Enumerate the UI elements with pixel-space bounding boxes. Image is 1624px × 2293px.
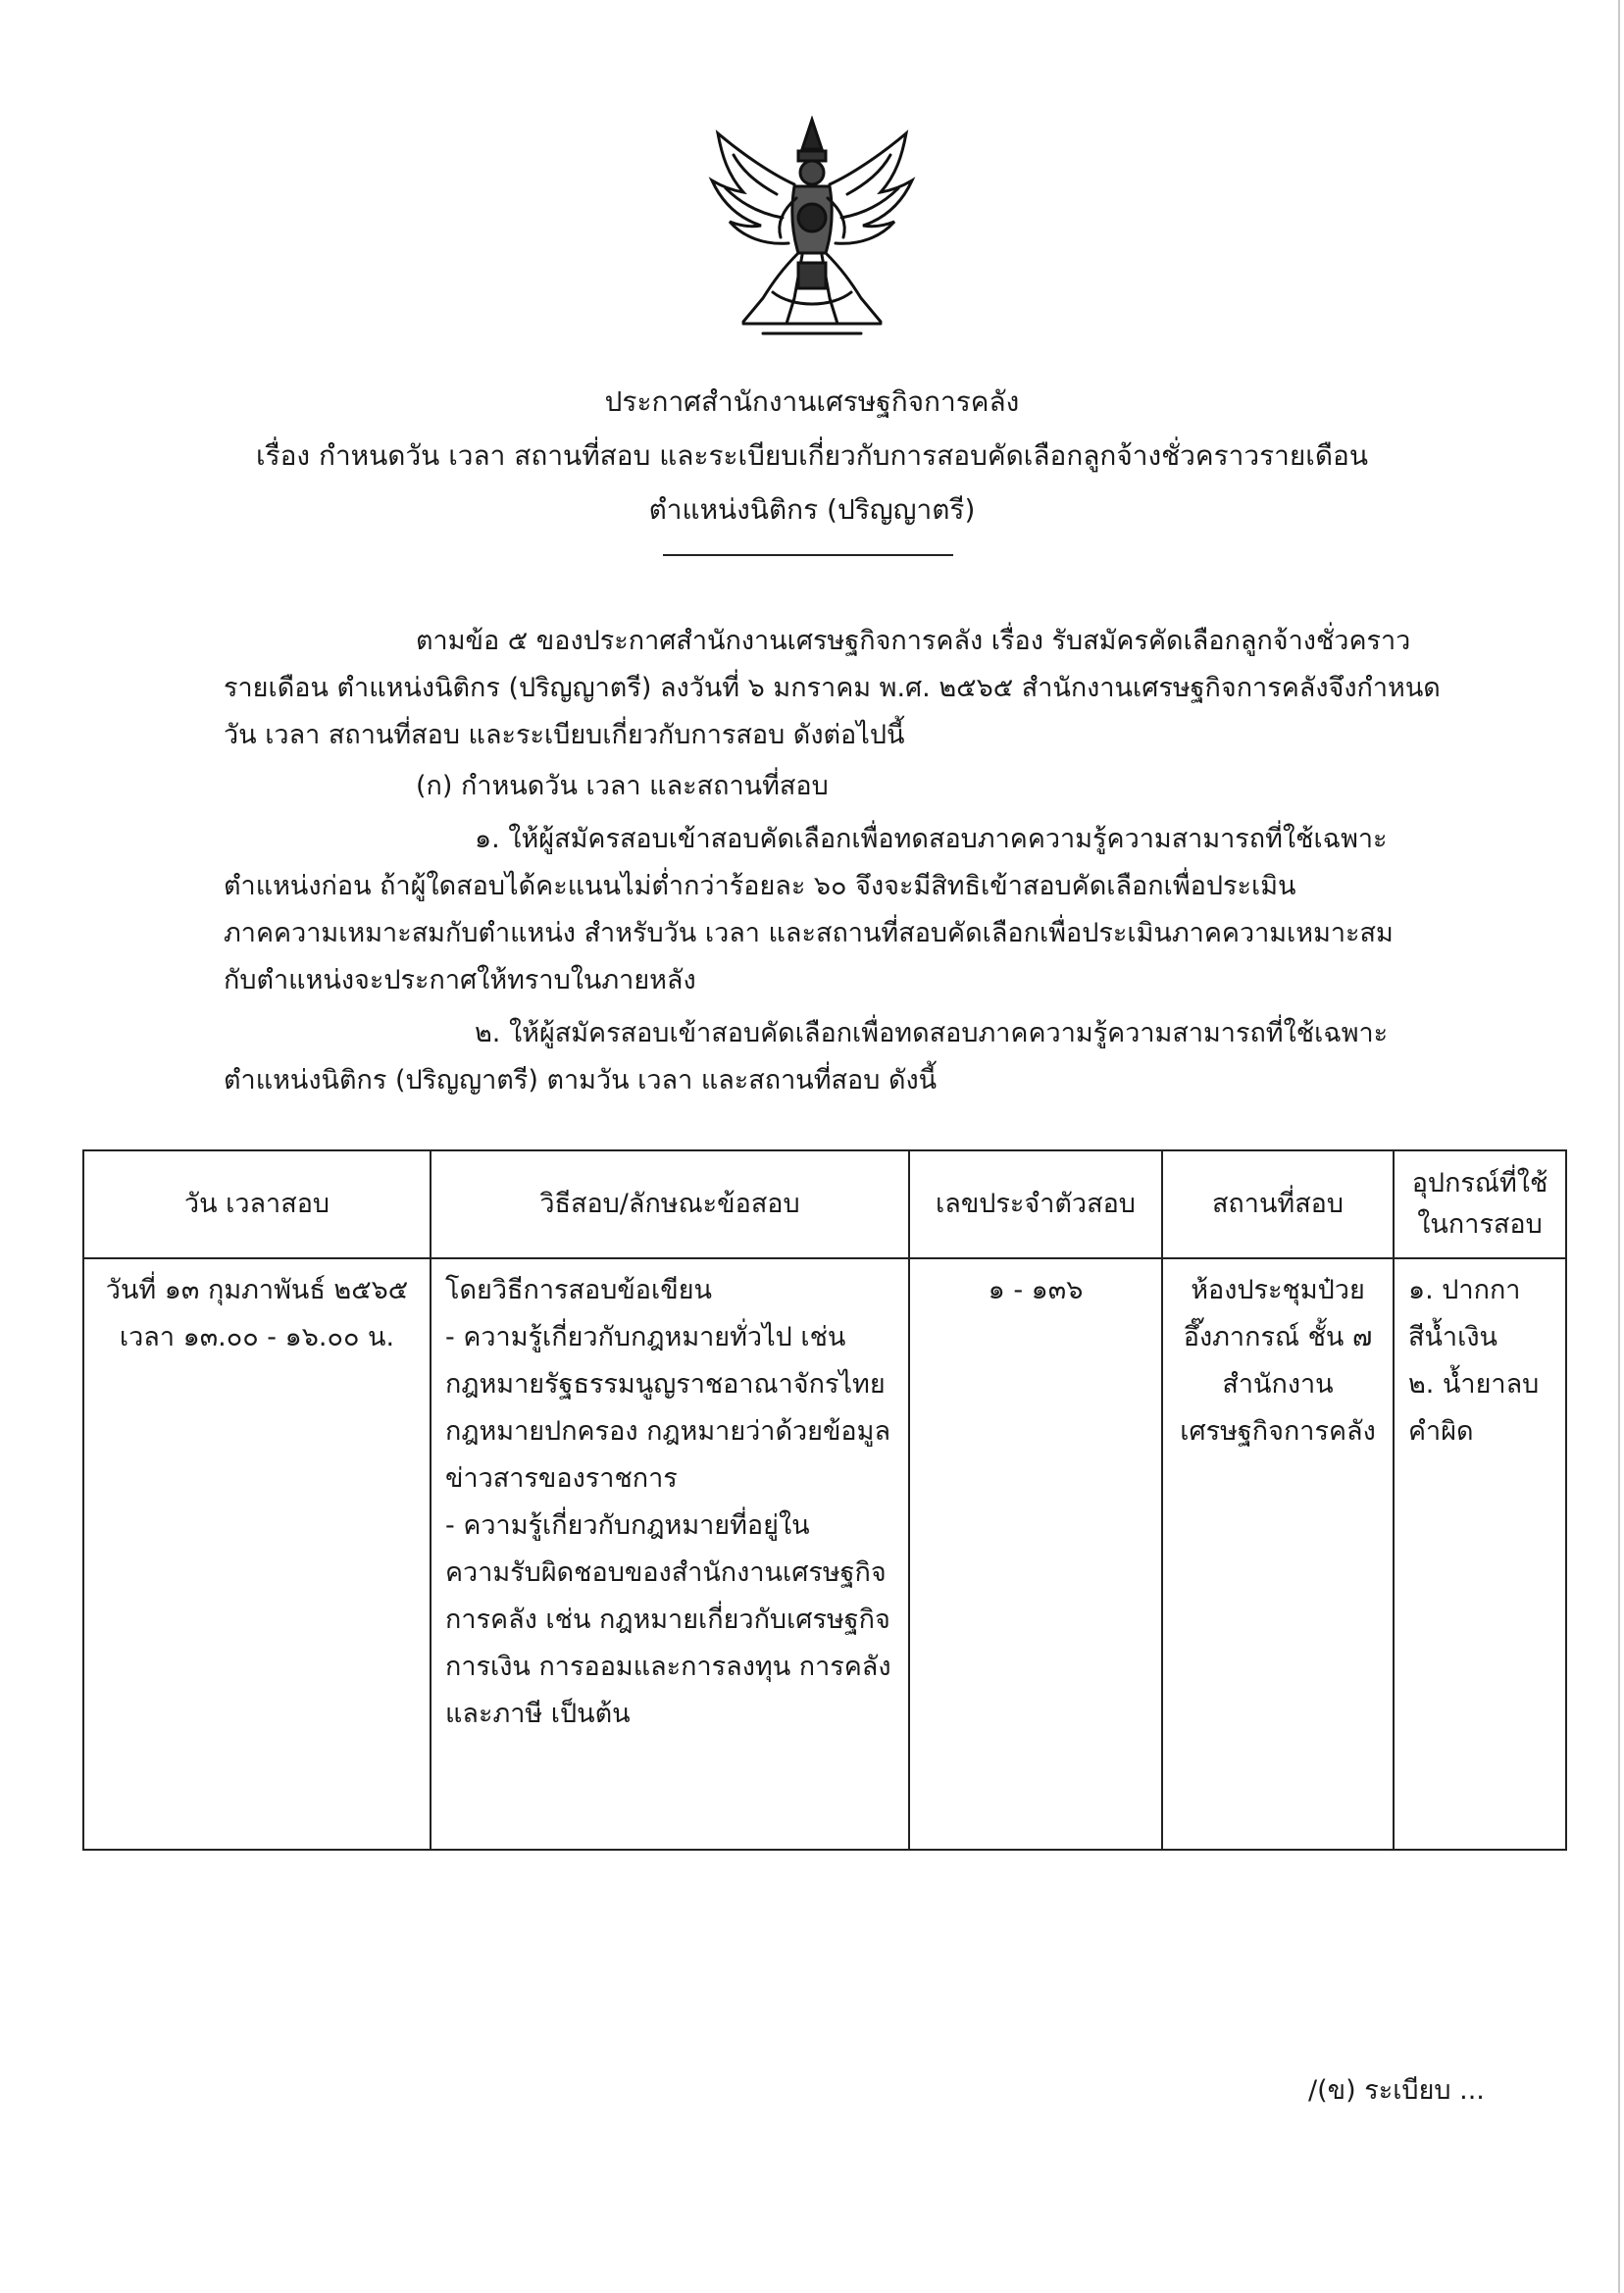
header-venue: สถานที่สอบ	[1162, 1150, 1394, 1258]
cell-venue	[1162, 1258, 1394, 1850]
item-1-line-1: ๑. ให้ผู้สมัครสอบเข้าสอบคัดเลือกเพื่อทดสอบภาคความรู้ความสามารถที่ใช้เฉพาะ	[475, 824, 1388, 854]
item-2-line-1: ๒. ให้ผู้สมัครสอบเข้าสอบคัดเลือกเพื่อทดสอบภาคความรู้ความสามารถที่ใช้เฉพาะ	[475, 1018, 1389, 1048]
cell-ids	[909, 1258, 1162, 1850]
header-equipment-line-1: อุปกรณ์ที่ใช้	[1411, 1168, 1548, 1198]
exam-date: วันที่ ๑๓ กุมภาพันธ์ ๒๕๖๕	[105, 1275, 409, 1305]
paragraph-1-line-3: วัน เวลา สถานที่สอบ และระเบียบเกี่ยวกับการสอบ ดังต่อไปนี้	[224, 720, 905, 750]
announcement-title: ประกาศสำนักงานเศรษฐกิจการคลัง	[604, 385, 1020, 418]
method-line: - ความรู้เกี่ยวกับกฎหมายที่อยู่ใน	[445, 1510, 810, 1541]
exam-id-range: ๑ - ๑๓๖	[988, 1275, 1084, 1305]
cell-equipment	[1394, 1258, 1566, 1850]
garuda-emblem-icon	[704, 116, 920, 339]
method-line: และภาษี เป็นต้น	[445, 1699, 631, 1729]
equipment-line: ๒. น้ำยาลบ	[1408, 1369, 1540, 1400]
header-equipment-line-2: ในการสอบ	[1417, 1209, 1543, 1240]
header-ids: เลขประจำตัวสอบ	[909, 1150, 1162, 1258]
header-equipment	[1394, 1150, 1566, 1258]
method-line: ข่าวสารของราชการ	[445, 1463, 678, 1494]
item-2-line-2: ตำแหน่งนิติกร (ปริญญาตรี) ตามวัน เวลา และสถานที่สอบ ดังนี้	[224, 1065, 938, 1096]
method-line: กฎหมายรัฐธรรมนูญราชอาณาจักรไทย	[445, 1369, 886, 1400]
method-line: การเงิน การออมและการลงทุน การคลัง	[445, 1652, 891, 1682]
paragraph-1-line-1: ตามข้อ ๕ ของประกาศสำนักงานเศรษฐกิจการคลัง เรื่อง รับสมัครคัดเลือกลูกจ้างชั่วคราว	[416, 626, 1411, 656]
header-datetime: วัน เวลาสอบ	[83, 1150, 431, 1258]
cell-method	[431, 1258, 909, 1850]
table-header-row	[83, 1150, 1566, 1258]
scan-edge-shadow	[1618, 0, 1620, 2293]
venue-line: สำนักงาน	[1222, 1369, 1334, 1400]
exam-time: เวลา ๑๓.๐๐ - ๑๖.๐๐ น.	[119, 1322, 395, 1352]
paragraph-1-line-2: รายเดือน ตำแหน่งนิติกร (ปริญญาตรี) ลงวันที่ ๖ มกราคม พ.ศ. ๒๕๖๕ สำนักงานเศรษฐกิจการคลังจึงกำหนด	[224, 673, 1441, 703]
item-1-line-2: ตำแหน่งก่อน ถ้าผู้ใดสอบได้คะแนนไม่ต่ำกว่าร้อยละ ๖๐ จึงจะมีสิทธิเข้าสอบคัดเลือกเพื่อประเมิน	[224, 871, 1296, 901]
method-line: การคลัง เช่น กฎหมายเกี่ยวกับเศรษฐกิจ	[445, 1605, 890, 1635]
venue-line: เศรษฐกิจการคลัง	[1180, 1416, 1376, 1447]
venue-line: อึ๊งภากรณ์ ชั้น ๗	[1183, 1322, 1373, 1352]
equipment-line: ๑. ปากกา	[1408, 1275, 1521, 1305]
page-continuation: /(ข) ระเบียบ ...	[1308, 2075, 1485, 2106]
header-method: วิธีสอบ/ลักษณะข้อสอบ	[431, 1150, 909, 1258]
announcement-subject: เรื่อง กำหนดวัน เวลา สถานที่สอบ และระเบียบเกี่ยวกับการสอบคัดเลือกลูกจ้างชั่วคราวรายเดือน	[256, 439, 1368, 472]
section-a-heading: (ก) กำหนดวัน เวลา และสถานที่สอบ	[416, 771, 829, 801]
method-line: ความรับผิดชอบของสำนักงานเศรษฐกิจ	[445, 1557, 887, 1588]
table-row	[83, 1258, 1566, 1850]
exam-schedule-table	[82, 1149, 1567, 1851]
equipment-line: สีน้ำเงิน	[1408, 1322, 1497, 1352]
method-line: โดยวิธีการสอบข้อเขียน	[445, 1275, 712, 1305]
announcement-position: ตำแหน่งนิติกร (ปริญญาตรี)	[648, 493, 976, 526]
venue-line: ห้องประชุมป๋วย	[1191, 1275, 1365, 1305]
equipment-line: คำผิด	[1408, 1416, 1474, 1447]
item-1-line-3: ภาคความเหมาะสมกับตำแหน่ง สำหรับวัน เวลา และสถานที่สอบคัดเลือกเพื่อประเมินภาคความเหมาะสม	[224, 918, 1394, 948]
method-line: กฎหมายปกครอง กฎหมายว่าด้วยข้อมูล	[445, 1416, 890, 1447]
title-divider	[663, 554, 953, 556]
cell-datetime	[83, 1258, 431, 1850]
method-line: - ความรู้เกี่ยวกับกฎหมายทั่วไป เช่น	[445, 1322, 846, 1352]
item-1-line-4: กับตำแหน่งจะประกาศให้ทราบในภายหลัง	[224, 965, 696, 995]
